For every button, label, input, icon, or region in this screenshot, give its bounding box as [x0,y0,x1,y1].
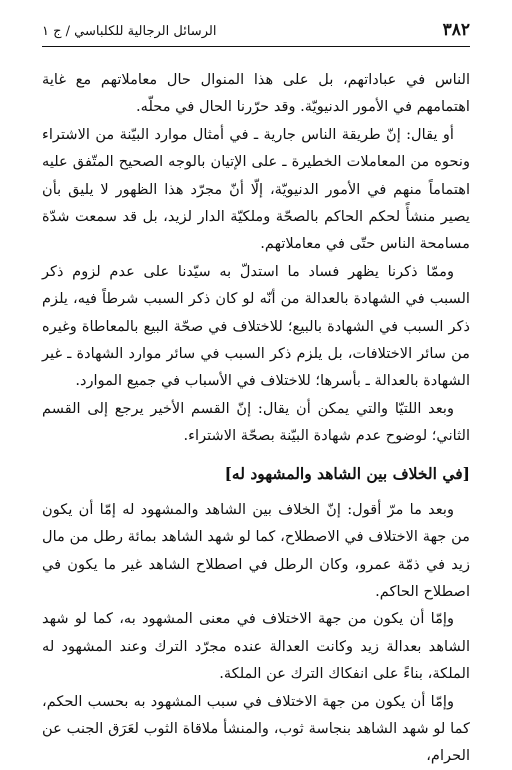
paragraph: وممّا ذكرنا يظهر فساد ما استدلّ به سيّدنا على عدم لزوم ذكر السبب في الشهادة بالعدالة من أنّه لو كان ذكر السبب شرطاً فيه، يلزم ذكر السبب في الشهادة بالبيع؛ للاختلاف في صحّة البيع بالمعاطاة وغيره من سائر الاختلافات، بل يلزم ذكر السبب في سائر موارد الشهادة ـ غير الشهادة بالعدالة ـ بأسرها؛ للاختلاف في الأسباب في جميع الموارد. [42,262,470,390]
running-title: الرسائل الرجالية للكلباسي / ج ١ [42,24,217,39]
paragraph: الناس في عباداتهم، بل على هذا المنوال حال معاملاتهم مع غاية اهتمامهم في الأمور الدنيويّة. وقد حرّرنا الحال في محلّه. [42,71,470,116]
page-number: ٣٨٢ [442,20,470,40]
paragraph: وإمّا أن يكون من جهة الاختلاف في معنى المشهود به، كما لو شهد الشاهد بعدالة زيد وكانت العدالة عنده مجرّد الترك وعند المشهود له الملكة، بناءً على انفكاك الترك عن الملكة. [42,610,470,683]
section-heading: [في الخلاف بين الشاهد والمشهود له] [224,463,470,483]
paragraph: وإمّا أن يكون من جهة الاختلاف في سبب المشهود به بحسب الحكم، كما لو شهد الشاهد بنجاسة ثوب، والمنشأ ملاقاة الثوب لعَرَق الجنب عن الحرام، [42,692,470,765]
paragraph: وبعد اللتيّا والتي يمكن أن يقال: إنّ القسم الأخير يرجع إلى القسم الثاني؛ لوضوح عدم شهادة البيّنة بصحّة الاشتراء. [42,399,470,445]
paragraph: أو يقال: إنّ طريقة الناس جارية ـ في أمثال موارد البيّنة من الاشتراء ونحوه من المعاملات الخطيرة ـ على الإتيان بالوجه الصحيح المتّفق عليه اهتماماً منهم في الأمور الدنيويّة، إلّا أنّ مجرّد هذا الظهور لا يليق بأن يصير منشأً لحكم الحاكم بالصحّة وملكيّة الدار لزيد، بل قد سمعت شدّة مسامحة الناس حتّى في معاملاتهم. [42,125,470,253]
page-header [42,20,470,46]
document-body [42,66,470,770]
header-rule [42,46,470,47]
paragraph: وبعد ما مرّ أقول: إنّ الخلاف بين الشاهد والمشهود له إمّا أن يكون من جهة الاختلاف في الاصطلاح، كما لو شهد الشاهد بمائة رطل من مال زيد في ذمّة عمرو، وكان الرطل في اصطلاح الشاهد غير ما يكون في اصطلاح الحاكم. [42,500,470,600]
